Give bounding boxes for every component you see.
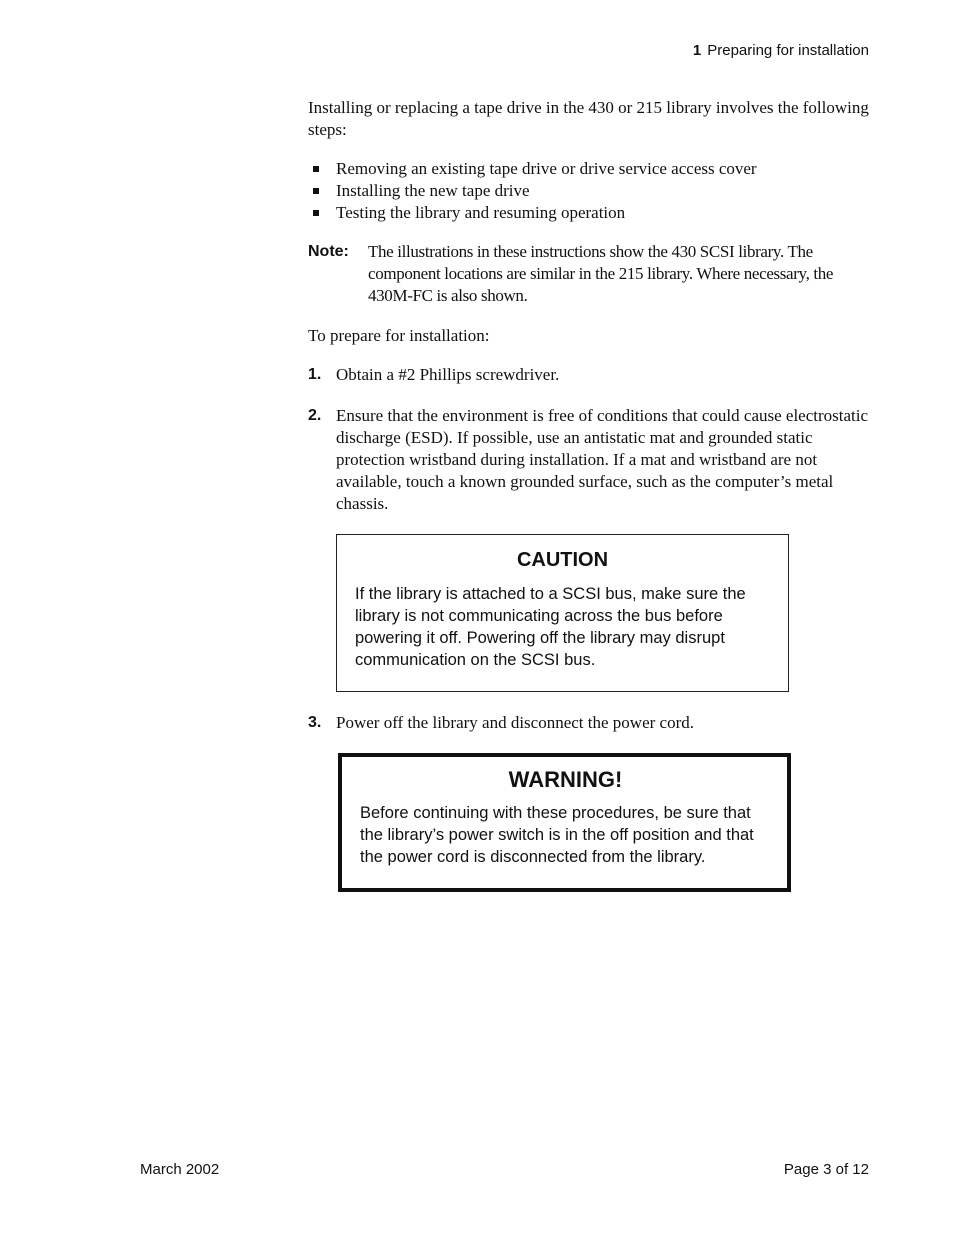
step-text: Power off the library and disconnect the power cord. [336, 713, 694, 732]
step-3 [308, 712, 873, 734]
note [308, 241, 873, 307]
step-number: 3. [308, 714, 322, 731]
warning-text: Before continuing with these procedures, be sure that the library’s power switch is in the off position and that the power cord is disconnected from the library. [360, 804, 754, 866]
warning-title: WARNING! [508, 767, 623, 792]
prep-intro: To prepare for installation: [308, 326, 490, 345]
step-1 [308, 364, 873, 386]
intro-paragraph: Installing or replacing a tape drive in the 430 or 215 library involves the following steps: [308, 98, 869, 139]
page-body [308, 97, 873, 892]
step-text: Obtain a #2 Phillips screwdriver. [336, 365, 560, 384]
note-text: The illustrations in these instructions show the 430 SCSI library. The component locations are similar in the 215 library. Where necessary, the 430M-FC is also shown. [368, 242, 834, 305]
chapter-title: Preparing for installation [707, 42, 869, 59]
bullet-icon [313, 188, 319, 194]
step-number: 1. [308, 366, 322, 383]
chapter-number: 1 [692, 42, 702, 59]
step-overview-list [308, 158, 873, 224]
list-item [308, 158, 873, 180]
caution-box [336, 534, 789, 692]
warning-box [338, 753, 791, 892]
footer-page-number: Page 3 of 12 [783, 1161, 869, 1178]
step-text: Ensure that the environment is free of conditions that could cause electrostatic discharge (ESD). If possible, use an antistatic mat and grounded static protection wristband during installation. If a mat and wristband are not available, touch a known grounded surface, such as the computer’s metal chassis. [336, 406, 869, 513]
list-item [308, 202, 873, 224]
step-number: 2. [308, 407, 322, 424]
list-item-text: Removing an existing tape drive or drive service access cover [336, 159, 757, 178]
footer-date: March 2002 [140, 1161, 220, 1178]
bullet-icon [313, 166, 319, 172]
bullet-icon [313, 210, 319, 216]
list-item-text: Testing the library and resuming operation [336, 203, 626, 222]
caution-title: CAUTION [516, 549, 609, 571]
running-header [693, 42, 869, 59]
step-2 [308, 405, 873, 515]
list-item-text: Installing the new tape drive [336, 181, 530, 200]
caution-text: If the library is attached to a SCSI bus, make sure the library is not communicating across the bus before powering it off. Powering off the library may disrupt communication on the SCSI bus. [355, 585, 746, 669]
list-item [308, 180, 873, 202]
note-label: Note: [308, 243, 349, 260]
